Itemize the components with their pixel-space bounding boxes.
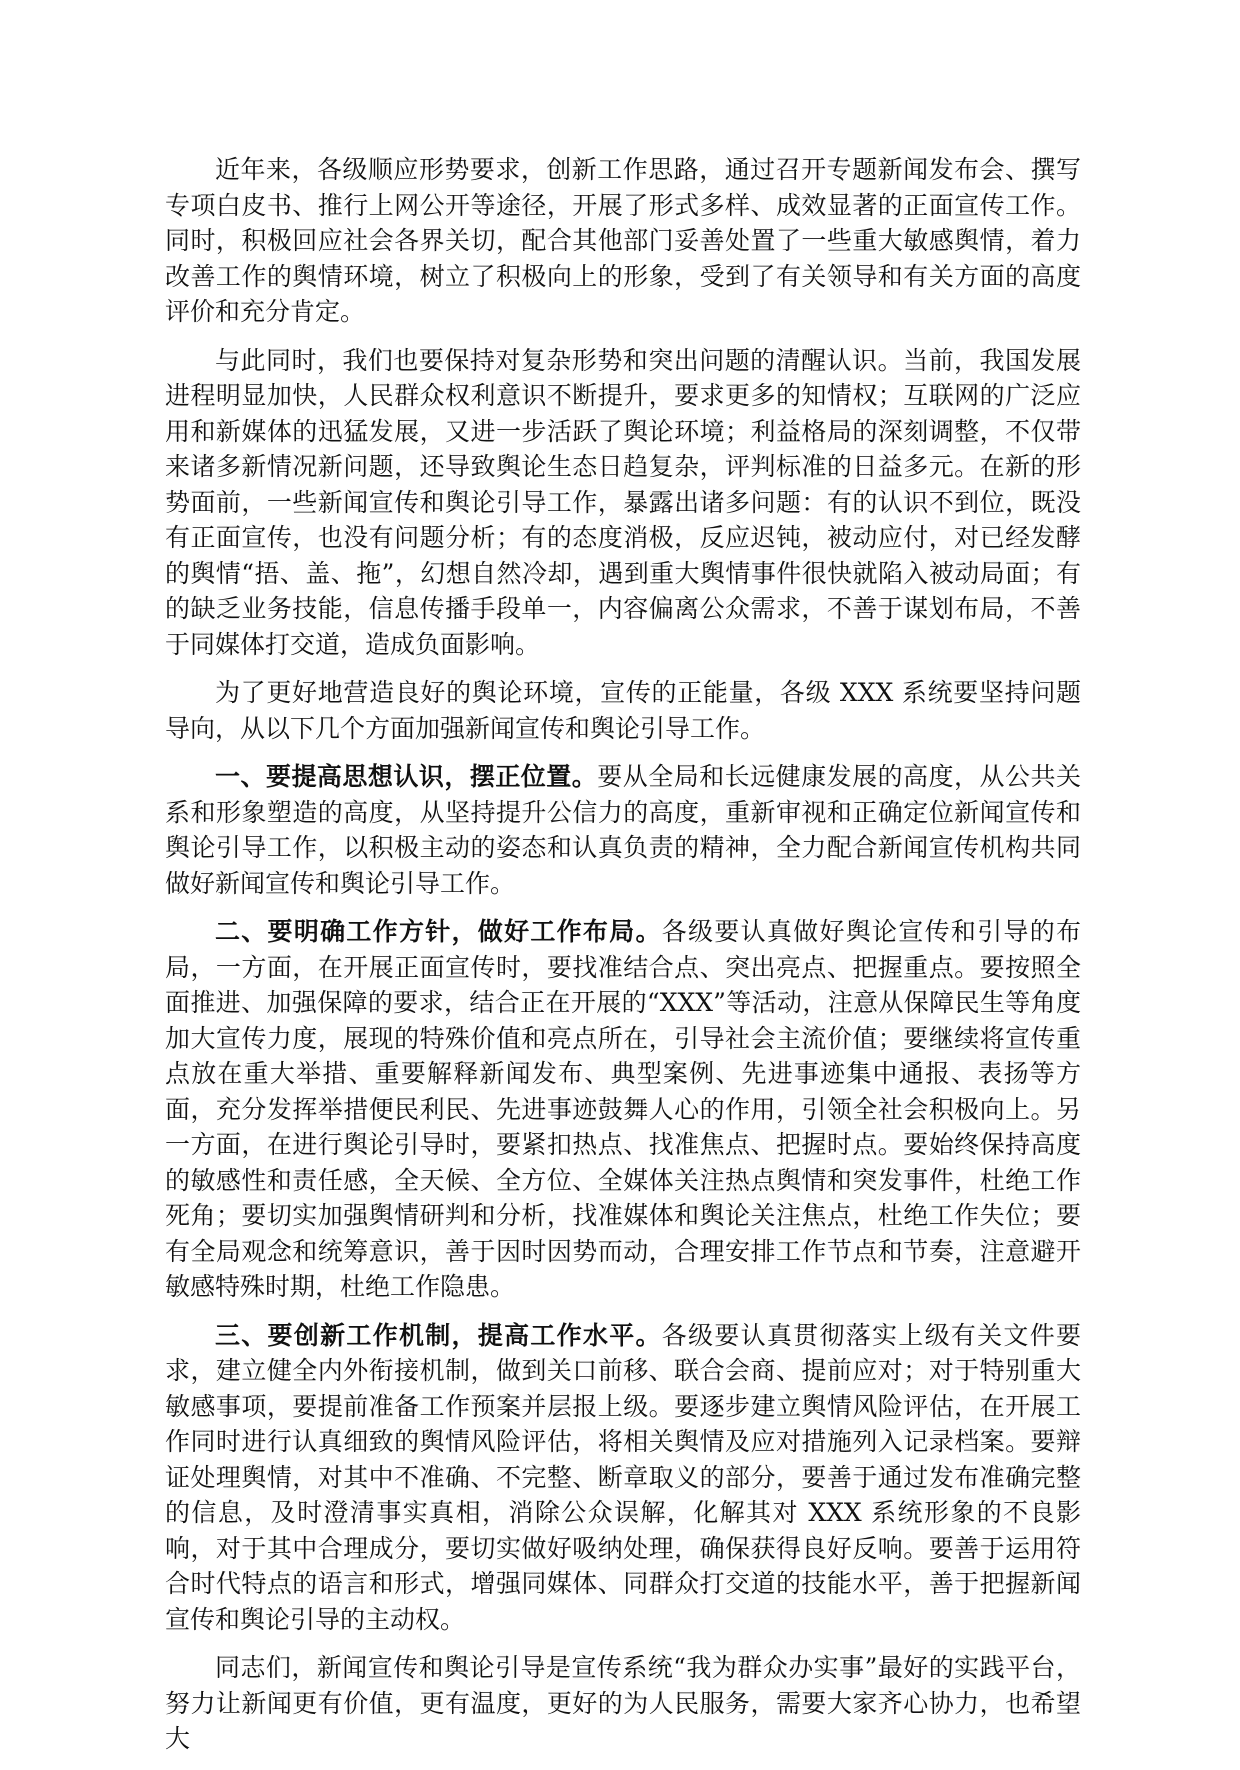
paragraph-text: 各级要认真贯彻落实上级有关文件要求，建立健全内外衔接机制，做到关口前移、联合会商、提前应对；对于特别重大敏感事项，要提前准备工作预案并层报上级。要逐步建立舆情风险评估，在开展工作同时进行认真细致的舆情风险评估，将相关舆情及应对措施列入记录档案。要辩证处理舆情，对其中不准确、不完整、断章取义的部分，要善于通过发布准确完整的信息，及时澄清事实真相，消除公众误解，化解其对 XXX 系统形象的不良影响，对于其中合理成分，要切实做好吸纳处理，确保获得良好反响。要善于运用符合时代特点的语言和形式，增强同媒体、同群众打交道的技能水平，善于把握新闻宣传和舆论引导的主动权。 [165, 1320, 1081, 1634]
paragraph-transition [165, 675, 1081, 746]
paragraph-closing [165, 1650, 1081, 1757]
paragraph-text: 同志们，新闻宣传和舆论引导是宣传系统“我为群众办实事”最好的实践平台，努力让新闻更有价值，更有温度，更好的为人民服务，需要大家齐心协力，也希望大 [165, 1653, 1081, 1753]
paragraph-point-two [165, 914, 1081, 1305]
section-heading: 三、要创新工作机制，提高工作水平。 [215, 1320, 662, 1350]
paragraph-text: 与此同时，我们也要保持对复杂形势和突出问题的清醒认识。当前，我国发展进程明显加快，人民群众权利意识不断提升，要求更多的知情权；互联网的广泛应用和新媒体的迅猛发展，又进一步活跃了舆论环境；利益格局的深刻调整，不仅带来诸多新情况新问题，还导致舆论生态日趋复杂，评判标准的日益多元。在新的形势面前，一些新闻宣传和舆论引导工作，暴露出诸多问题：有的认识不到位，既没有正面宣传，也没有问题分析；有的态度消极，反应迟钝，被动应付，对已经发酵的舆情“捂、盖、拖”，幻想自然冷却，遇到重大舆情事件很快就陷入被动局面；有的缺乏业务技能，信息传播手段单一，内容偏离公众需求，不善于谋划布局，不善于同媒体打交道，造成负面影响。 [165, 345, 1081, 659]
paragraph-point-one [165, 759, 1081, 901]
paragraph-intro [165, 152, 1081, 330]
document-body [165, 152, 1081, 1770]
paragraph-situation [165, 343, 1081, 663]
section-heading: 二、要明确工作方针，做好工作布局。 [215, 917, 662, 946]
section-heading: 一、要提高思想认识，摆正位置。 [215, 762, 598, 791]
paragraph-text: 要从全局和长远健康发展的高度，从公共关系和形象塑造的高度，从坚持提升公信力的高度，重新审视和正确定位新闻宣传和舆论引导工作，以积极主动的姿态和认真负责的精神，全力配合新闻宣传机构共同做好新闻宣传和舆论引导工作。 [165, 762, 1081, 898]
paragraph-text: 各级要认真做好舆论宣传和引导的布局，一方面，在开展正面宣传时，要找准结合点、突出亮点、把握重点。要按照全面推进、加强保障的要求，结合正在开展的“XXX”等活动，注意从保障民生等角度加大宣传力度，展现的特殊价值和亮点所在，引导社会主流价值；要继续将宣传重点放在重大举措、重要解释新闻发布、典型案例、先进事迹集中通报、表扬等方面，充分发挥举措便民利民、先进事迹鼓舞人心的作用，引领全社会积极向上。另一方面，在进行舆论引导时，要紧扣热点、找准焦点、把握时点。要始终保持高度的敏感性和责任感，全天候、全方位、全媒体关注热点舆情和突发事件，杜绝工作死角；要切实加强舆情研判和分析，找准媒体和舆论关注焦点，杜绝工作失位；要有全局观念和统筹意识，善于因时因势而动，合理安排工作节点和节奏，注意避开敏感特殊时期，杜绝工作隐患。 [165, 917, 1081, 1301]
paragraph-text: 近年来，各级顺应形势要求，创新工作思路，通过召开专题新闻发布会、撰写专项白皮书、推行上网公开等途径，开展了形式多样、成效显著的正面宣传工作。同时，积极回应社会各界关切，配合其他部门妥善处置了一些重大敏感舆情，着力改善工作的舆情环境，树立了积极向上的形象，受到了有关领导和有关方面的高度评价和充分肯定。 [165, 155, 1081, 326]
paragraph-point-three [165, 1318, 1081, 1638]
paragraph-text: 为了更好地营造良好的舆论环境，宣传的正能量，各级 XXX 系统要坚持问题导向，从以下几个方面加强新闻宣传和舆论引导工作。 [165, 678, 1081, 743]
